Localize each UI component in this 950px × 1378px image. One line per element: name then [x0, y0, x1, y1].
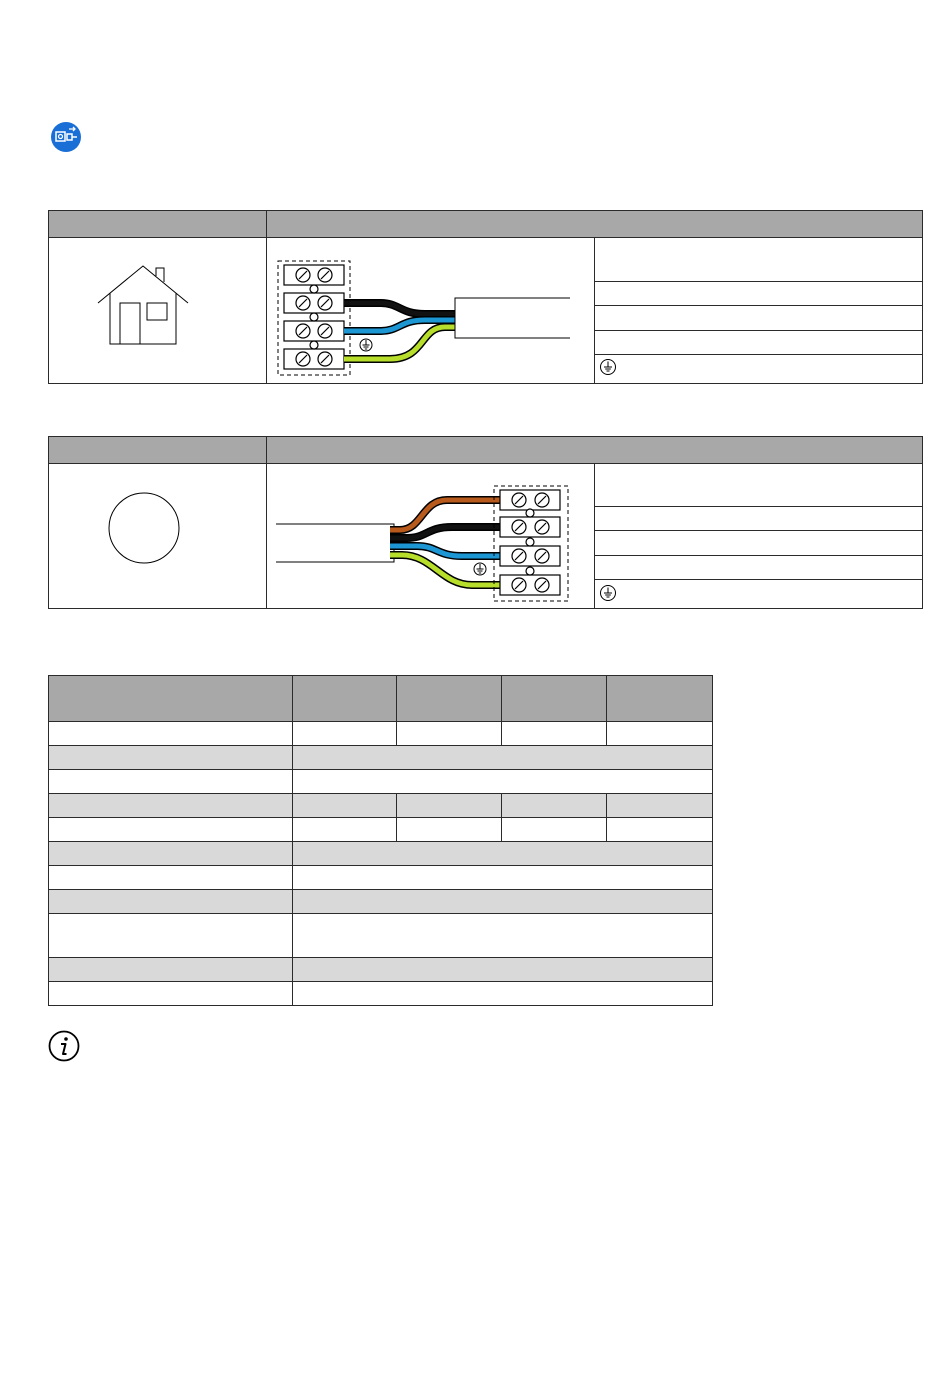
table-row — [49, 958, 713, 982]
table-row — [49, 842, 713, 866]
specification-table — [48, 675, 713, 1006]
table-row — [49, 794, 713, 818]
table-row — [49, 722, 713, 746]
table-row — [49, 770, 713, 794]
table-row — [49, 676, 713, 722]
table-row — [49, 890, 713, 914]
appliance-wiring-diagram — [272, 482, 572, 604]
circle-device-icon — [108, 492, 180, 564]
table-row — [49, 866, 713, 890]
table-row — [49, 914, 713, 958]
appliance-table-header — [48, 436, 923, 464]
earth-symbol-supply — [598, 357, 618, 377]
table-row — [49, 746, 713, 770]
supply-table-header — [48, 210, 923, 238]
disconnect-mains-icon — [50, 121, 82, 153]
information-icon — [48, 1030, 80, 1062]
house-icon — [96, 263, 190, 347]
table-row — [49, 818, 713, 842]
earth-symbol-appliance — [598, 583, 618, 603]
table-row — [49, 982, 713, 1006]
supply-wiring-diagram — [275, 258, 585, 378]
